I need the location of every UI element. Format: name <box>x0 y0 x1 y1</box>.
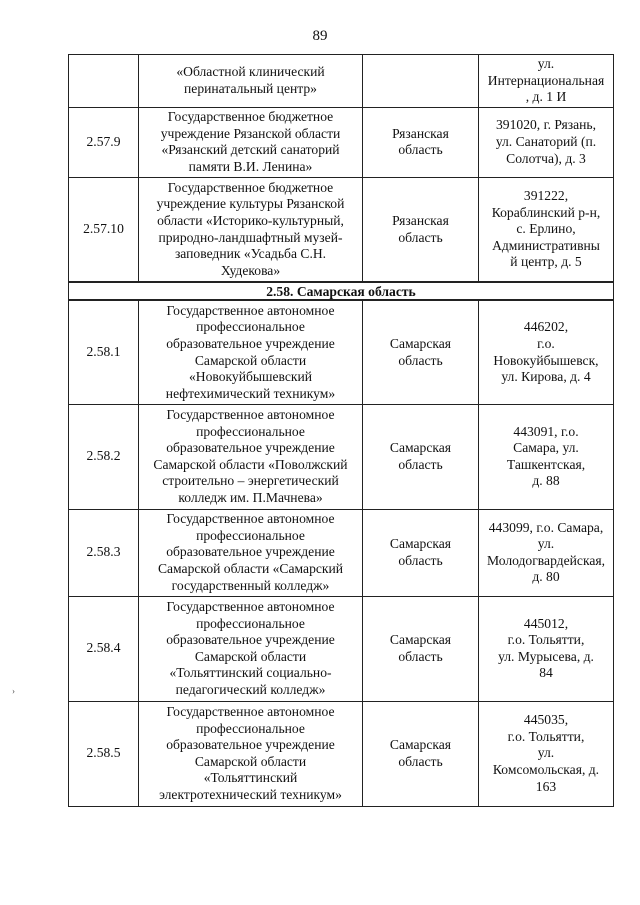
region-cell: Рязанская область <box>363 107 479 177</box>
table-row <box>69 177 614 282</box>
address-cell: 445012, г.о. Тольятти, ул. Мурысева, д. 84 <box>479 596 614 701</box>
section-header-row <box>69 282 614 300</box>
section-title: 2.58. Самарская область <box>69 282 614 300</box>
region-cell <box>363 55 479 108</box>
row-number-cell: 2.58.1 <box>69 300 139 404</box>
region-cell: Самарская область <box>363 596 479 701</box>
page-number: 89 <box>312 28 328 44</box>
institution-name-cell: Государственное бюджетное учреждение культуры Рязанской области «Историко-культурный, природно-ландшафтный музей- заповедник «Усадьба С.Н. Худекова» <box>139 177 363 282</box>
region-cell: Самарская область <box>363 701 479 806</box>
row-number-cell: 2.57.10 <box>69 177 139 282</box>
table-row <box>69 107 614 177</box>
address-cell: 446202, г.о. Новокуйбышевск, ул. Кирова, д. 4 <box>479 300 614 404</box>
table-row <box>69 596 614 701</box>
institution-name-cell: Государственное бюджетное учреждение Рязанской области «Рязанский детский санаторий памяти В.И. Ленина» <box>139 107 363 177</box>
table-row <box>69 404 614 509</box>
region-cell: Самарская область <box>363 404 479 509</box>
registry-table-body <box>69 55 614 807</box>
region-cell: Рязанская область <box>363 177 479 282</box>
row-number-cell <box>69 55 139 108</box>
institution-name-cell: «Областной клинический перинатальный центр» <box>139 55 363 108</box>
address-cell: 445035, г.о. Тольятти, ул. Комсомольская, д. 163 <box>479 701 614 806</box>
table-row <box>69 509 614 596</box>
table-row <box>69 55 614 108</box>
row-number-cell: 2.58.5 <box>69 701 139 806</box>
address-cell: 391020, г. Рязань, ул. Санаторий (п. Солотча), д. 3 <box>479 107 614 177</box>
registry-table <box>68 54 614 807</box>
address-cell: ул. Интернациональная , д. 1 И <box>479 55 614 108</box>
row-number-cell: 2.58.3 <box>69 509 139 596</box>
row-number-cell: 2.57.9 <box>69 107 139 177</box>
scan-margin-mark: › <box>12 686 15 696</box>
institution-name-cell: Государственное автономное профессиональное образовательное учреждение Самарской области «Поволжский строительно – энергетический колледж им. П.Мачнева» <box>139 404 363 509</box>
institution-name-cell: Государственное автономное профессиональное образовательное учреждение Самарской области «Новокуйбышевский нефтехимический техникум» <box>139 300 363 404</box>
table-row <box>69 701 614 806</box>
row-number-cell: 2.58.2 <box>69 404 139 509</box>
institution-name-cell: Государственное автономное профессиональное образовательное учреждение Самарской области «Самарский государственный колледж» <box>139 509 363 596</box>
address-cell: 391222, Кораблинский р-н, с. Ерлино, Административны й центр, д. 5 <box>479 177 614 282</box>
table-row <box>69 300 614 404</box>
institution-name-cell: Государственное автономное профессиональное образовательное учреждение Самарской области «Тольяттинский электротехнический техникум» <box>139 701 363 806</box>
address-cell: 443099, г.о. Самара, ул. Молодогвардейская, д. 80 <box>479 509 614 596</box>
region-cell: Самарская область <box>363 300 479 404</box>
region-cell: Самарская область <box>363 509 479 596</box>
institution-name-cell: Государственное автономное профессиональное образовательное учреждение Самарской области «Тольяттинский социально- педагогический колледж» <box>139 596 363 701</box>
address-cell: 443091, г.о. Самара, ул. Ташкентская, д. 88 <box>479 404 614 509</box>
row-number-cell: 2.58.4 <box>69 596 139 701</box>
